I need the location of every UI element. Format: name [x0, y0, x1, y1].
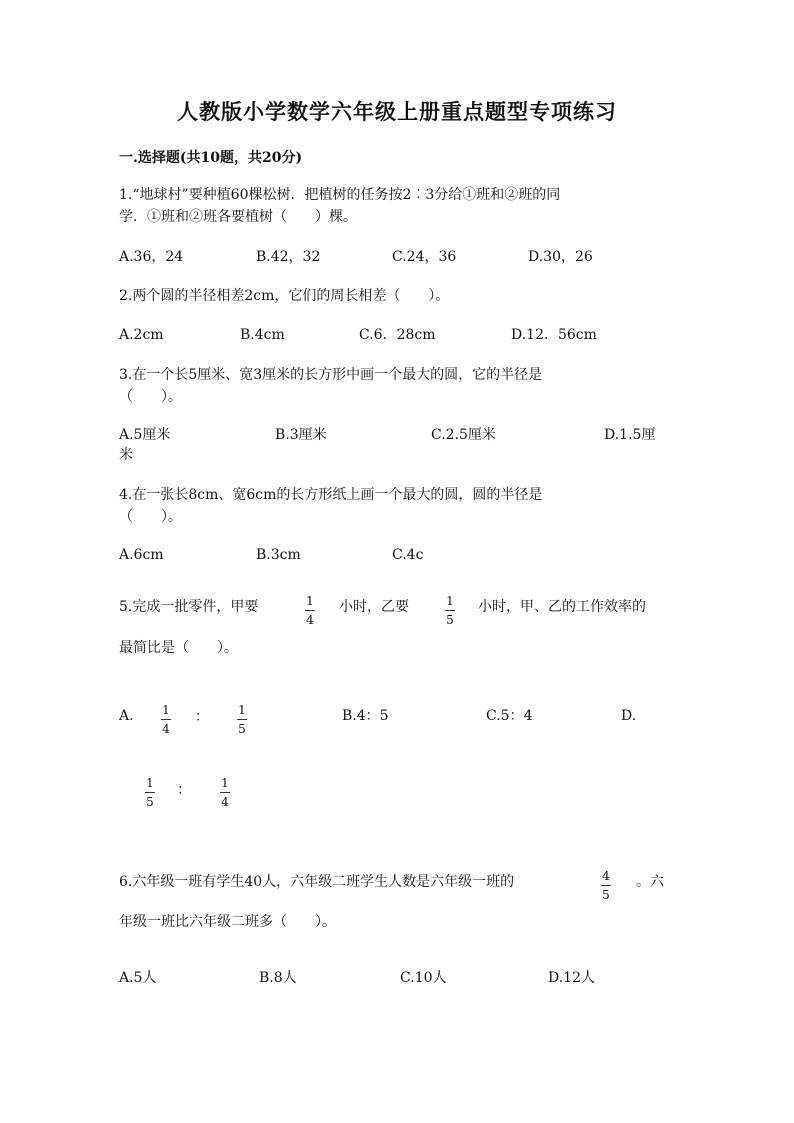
fraction-numerator: 1 [306, 594, 314, 608]
question-6-line-2: 年级一班比六年级二班多（ ）。 [119, 914, 336, 930]
question-2-option-d[interactable]: D.12．56cm [511, 327, 597, 343]
question-6-option-c[interactable]: C.10人 [400, 970, 447, 986]
fraction-denominator: 4 [221, 795, 229, 809]
question-4 [119, 484, 679, 528]
fraction-bar [161, 719, 171, 720]
question-2-option-a[interactable]: A.2cm [119, 327, 164, 343]
question-1-option-a[interactable]: A.36，24 [119, 249, 184, 265]
fraction-numerator: 4 [602, 869, 610, 883]
question-5-option-c[interactable]: C.5：4 [486, 708, 533, 724]
page-title: 人教版小学数学六年级上册重点题型专项练习 [177, 99, 617, 124]
question-5-option-d-fraction-1 [143, 776, 157, 809]
fraction-bar [601, 885, 611, 886]
question-3-option-a[interactable]: A.5厘米 [119, 427, 171, 443]
question-4-line-2: （ ）。 [119, 509, 182, 525]
question-2-option-c[interactable]: C.6．28cm [359, 327, 436, 343]
question-4-option-c[interactable]: C.4c [392, 547, 424, 563]
question-1-option-b[interactable]: B.42，32 [256, 249, 321, 265]
question-6-option-a[interactable]: A.5人 [119, 970, 157, 986]
question-2 [119, 285, 679, 307]
section-heading: 一.选择题(共10题，共20分) [119, 150, 303, 166]
question-1-option-d[interactable]: D.30，26 [528, 249, 593, 265]
fraction-denominator: 4 [306, 613, 314, 627]
fraction-denominator: 5 [602, 888, 610, 902]
question-5-option-a-colon: ： [195, 709, 209, 725]
question-5-fraction-1 [303, 594, 317, 627]
fraction-bar [220, 792, 230, 793]
question-5-text-part-1: 5.完成一批零件，甲要 [119, 599, 259, 615]
question-3-option-b[interactable]: B.3厘米 [275, 427, 327, 443]
fraction-numerator: 1 [221, 776, 229, 790]
fraction-bar [145, 792, 155, 793]
question-3-option-d[interactable]: D.1.5厘 [604, 427, 656, 443]
question-1 [119, 184, 679, 228]
fraction-denominator: 5 [146, 795, 154, 809]
question-6-text-part-2: 。六 [636, 874, 664, 890]
question-5-option-d-fraction-2 [218, 776, 232, 809]
question-6-option-b[interactable]: B.8人 [259, 970, 297, 986]
question-5-line-2: 最简比是（ ）。 [119, 640, 238, 656]
question-5-option-d-colon: ： [177, 782, 191, 798]
question-5-option-a-label[interactable]: A. [119, 708, 134, 724]
question-6-fraction [599, 869, 613, 902]
fraction-numerator: 1 [446, 594, 454, 608]
question-3-option-c[interactable]: C.2.5厘米 [431, 427, 496, 443]
fraction-numerator: 1 [146, 776, 154, 790]
question-2-line-1: 2.两个圆的半径相差2cm，它们的周长相差（ ）。 [119, 288, 450, 304]
fraction-denominator: 4 [162, 722, 170, 736]
question-2-option-b[interactable]: B.4cm [240, 327, 285, 343]
question-5-option-a-fraction-2 [235, 703, 249, 736]
fraction-bar [305, 610, 315, 611]
question-4-option-b[interactable]: B.3cm [256, 547, 301, 563]
question-4-option-a[interactable]: A.6cm [119, 547, 164, 563]
fraction-bar [445, 610, 455, 611]
question-3 [119, 364, 679, 408]
question-5-option-a-fraction-1 [159, 703, 173, 736]
question-3-line-2: （ ）。 [119, 389, 182, 405]
fraction-numerator: 1 [162, 703, 170, 717]
fraction-numerator: 1 [238, 703, 246, 717]
question-3-line-1: 3.在一个长5厘米、宽3厘米的长方形中画一个最大的圆，它的半径是 [119, 367, 543, 383]
question-6-option-d[interactable]: D.12人 [548, 970, 595, 986]
question-5-option-b[interactable]: B.4：5 [342, 708, 389, 724]
question-5-option-d-label[interactable]: D. [621, 708, 637, 724]
question-1-line-2: 学．①班和②班各要植树（ ）棵。 [119, 209, 357, 225]
question-4-line-1: 4.在一张长8cm、宽6cm的长方形纸上画一个最大的圆，圆的半径是 [119, 487, 543, 503]
question-6-text-part-1: 6.六年级一班有学生40人，六年级二班学生人数是六年级一班的 [119, 874, 515, 890]
question-5-text-part-3: 小时，甲、乙的工作效率的 [478, 599, 646, 615]
fraction-denominator: 5 [238, 722, 246, 736]
question-5-fraction-2 [443, 594, 457, 627]
question-1-option-c[interactable]: C.24，36 [392, 249, 457, 265]
fraction-denominator: 5 [446, 613, 454, 627]
question-5-text-part-2: 小时，乙要 [339, 599, 409, 615]
question-1-line-1: 1.“地球村”要种植60棵松树．把植树的任务按2︰3分给①班和②班的同 [119, 187, 561, 203]
question-3-option-d-wrap: 米 [119, 447, 133, 463]
fraction-bar [237, 719, 247, 720]
